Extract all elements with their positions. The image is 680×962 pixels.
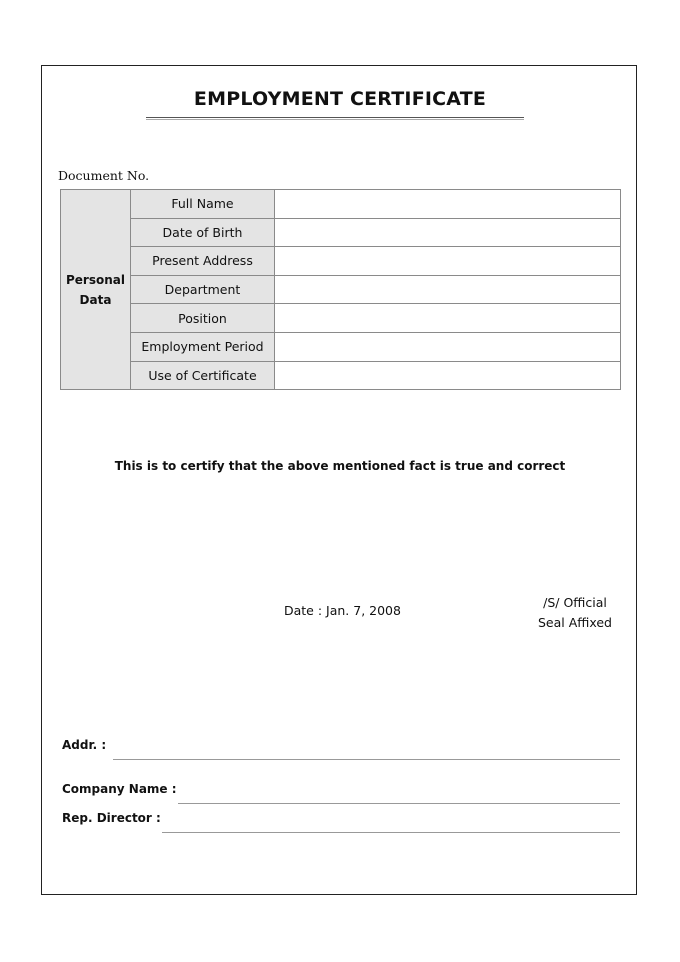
rep-director-line[interactable] — [162, 832, 620, 833]
employment-period-label: Employment Period — [131, 332, 275, 361]
document-title: EMPLOYMENT CERTIFICATE — [193, 88, 487, 110]
certification-statement: This is to certify that the above mentioned fact is true and correct — [114, 459, 566, 473]
table-row — [61, 304, 621, 333]
personal-data-table — [60, 189, 621, 390]
present-address-label: Present Address — [131, 247, 275, 276]
position-label: Position — [131, 304, 275, 333]
department-field[interactable] — [275, 275, 621, 304]
rep-director-label: Rep. Director : — [62, 811, 161, 825]
seal-line2: Seal Affixed — [537, 615, 612, 630]
company-name-label: Company Name : — [62, 782, 177, 796]
present-address-field[interactable] — [275, 247, 621, 276]
table-row — [61, 218, 621, 247]
personal-data-section-label — [61, 190, 131, 390]
section-label-line2: Data — [79, 292, 112, 307]
use-of-certificate-label: Use of Certificate — [131, 361, 275, 390]
position-field[interactable] — [275, 304, 621, 333]
employment-period-field[interactable] — [275, 332, 621, 361]
address-line[interactable] — [113, 759, 620, 760]
table-row — [61, 332, 621, 361]
section-label-line1: Personal — [66, 272, 125, 287]
document-number-label: Document No. — [58, 168, 150, 183]
seal-line1: /S/ Official — [543, 595, 607, 610]
table-row — [61, 190, 621, 219]
department-label: Department — [131, 275, 275, 304]
full-name-label: Full Name — [131, 190, 275, 219]
title-underline — [146, 117, 524, 120]
address-label: Addr. : — [62, 738, 107, 752]
issue-date: Date : Jan. 7, 2008 — [284, 603, 401, 618]
full-name-field[interactable] — [275, 190, 621, 219]
date-of-birth-field[interactable] — [275, 218, 621, 247]
official-seal-note — [532, 593, 618, 633]
use-of-certificate-field[interactable] — [275, 361, 621, 390]
company-name-line[interactable] — [178, 803, 620, 804]
table-row — [61, 361, 621, 390]
date-of-birth-label: Date of Birth — [131, 218, 275, 247]
table-row — [61, 275, 621, 304]
table-row — [61, 247, 621, 276]
